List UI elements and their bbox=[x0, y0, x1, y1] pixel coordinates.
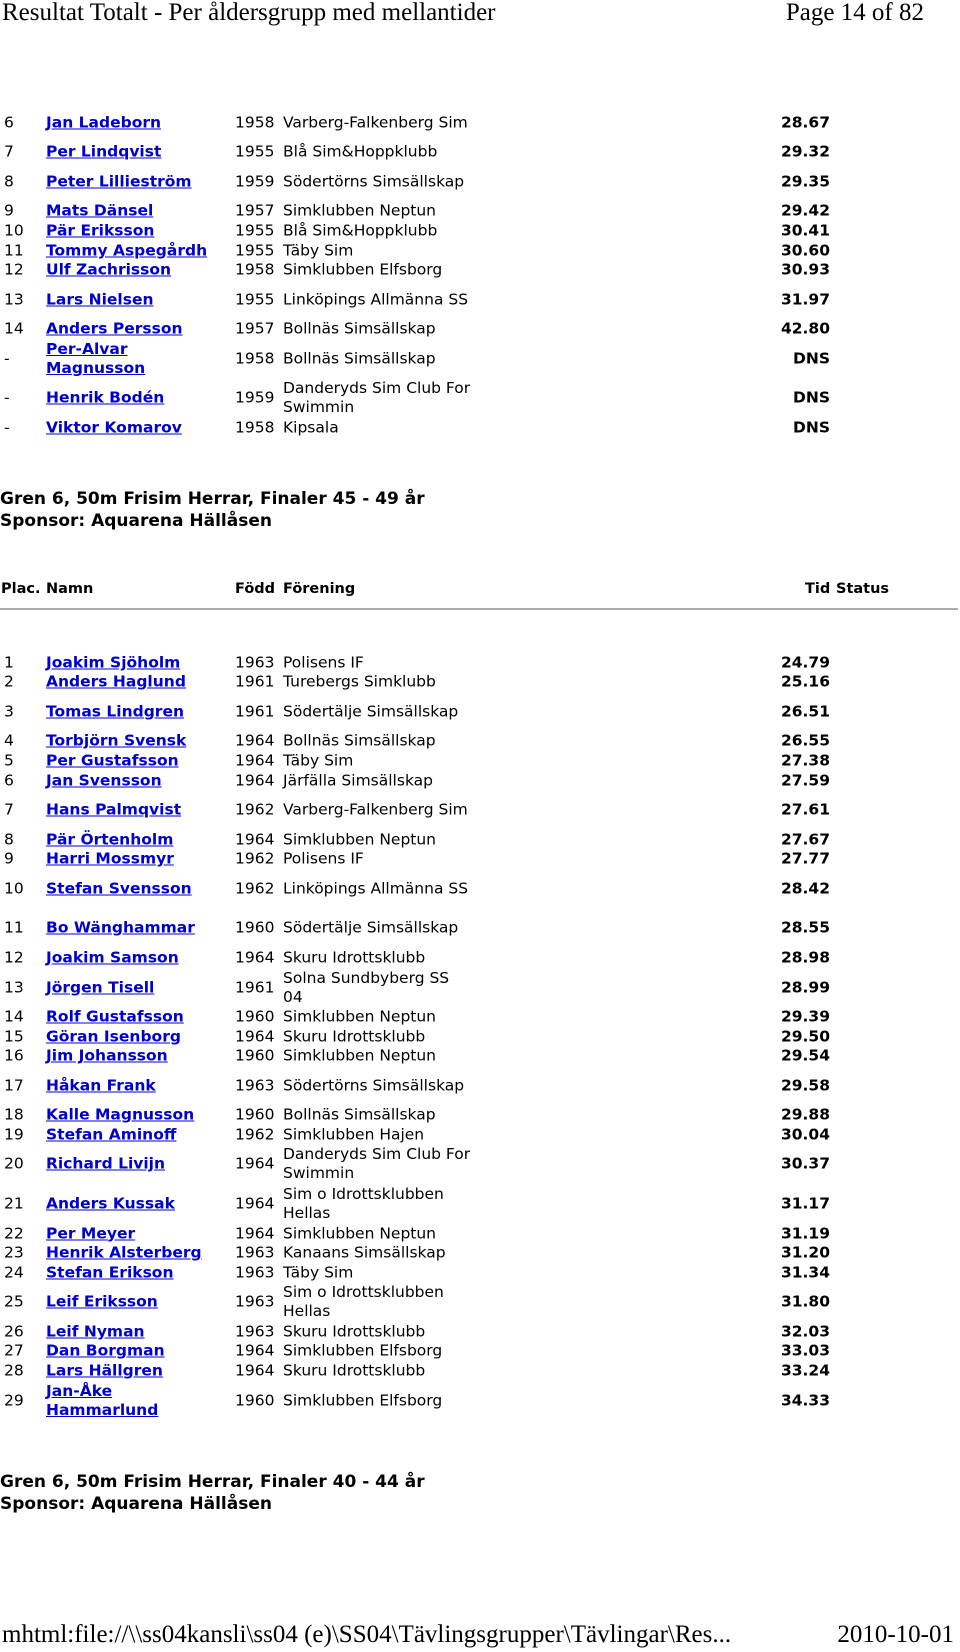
swimmer-name-link[interactable]: Leif Nyman bbox=[46, 1322, 145, 1341]
results-table-45-49 bbox=[0, 653, 930, 1420]
club-name: Blå Sim&Hoppklubb bbox=[283, 142, 438, 161]
result-row bbox=[0, 221, 930, 241]
placement: 19 bbox=[4, 1125, 24, 1144]
event-sponsor-2: Sponsor: Aquarena Hällåsen bbox=[0, 1494, 272, 1514]
result-time: 28.42 bbox=[780, 879, 830, 898]
birth-year: 1960 bbox=[235, 1046, 275, 1065]
placement: 9 bbox=[4, 201, 14, 220]
placement: 27 bbox=[4, 1341, 24, 1360]
header-divider bbox=[0, 608, 958, 610]
swimmer-name-link[interactable]: Stefan Aminoff bbox=[46, 1125, 177, 1144]
club-name: Linköpings Allmänna SS bbox=[283, 879, 469, 898]
event-title: Gren 6, 50m Frisim Herrar, Finaler 45 - 49 år bbox=[0, 489, 425, 509]
swimmer-name-link[interactable]: Joakim Samson bbox=[46, 948, 179, 967]
result-time: 42.80 bbox=[780, 319, 830, 338]
birth-year: 1955 bbox=[235, 142, 275, 161]
club-name: Simklubben Elfsborg bbox=[283, 260, 443, 279]
club-name: Simklubben Elfsborg bbox=[283, 1341, 443, 1360]
swimmer-name-link[interactable]: Per Meyer bbox=[46, 1224, 136, 1243]
swimmer-name-link[interactable]: Per Lindqvist bbox=[46, 142, 162, 161]
swimmer-name-link[interactable]: Jan Ladeborn bbox=[46, 113, 162, 132]
swimmer-name-link[interactable]: Leif Eriksson bbox=[46, 1292, 158, 1311]
column-header-club: Förening bbox=[283, 581, 356, 597]
birth-year: 1955 bbox=[235, 221, 275, 240]
swimmer-name-link[interactable]: Anders Persson bbox=[46, 319, 183, 338]
result-row bbox=[0, 202, 930, 222]
result-time: 32.03 bbox=[780, 1322, 830, 1341]
result-row bbox=[0, 909, 930, 949]
placement: 12 bbox=[4, 260, 24, 279]
result-time: 30.93 bbox=[780, 260, 830, 279]
birth-year: 1958 bbox=[235, 260, 275, 279]
birth-year: 1955 bbox=[235, 241, 275, 260]
swimmer-name-link[interactable]: Viktor Komarov bbox=[46, 418, 182, 437]
result-time: 33.24 bbox=[780, 1361, 830, 1380]
result-time: 31.17 bbox=[780, 1194, 830, 1213]
result-row bbox=[0, 241, 930, 261]
swimmer-name-link[interactable]: Anders Haglund bbox=[46, 672, 186, 691]
swimmer-name-link[interactable]: Ulf Zachrisson bbox=[46, 260, 172, 279]
result-row bbox=[0, 673, 930, 693]
club-name: Simklubben Neptun bbox=[283, 830, 437, 849]
swimmer-name-link[interactable]: Jan Svensson bbox=[46, 771, 162, 790]
result-row bbox=[0, 653, 930, 673]
swimmer-name-link[interactable]: Mats Dänsel bbox=[46, 201, 154, 220]
club-name: Täby Sim bbox=[283, 241, 354, 260]
result-time: 30.37 bbox=[780, 1154, 830, 1173]
club-name: Linköpings Allmänna SS bbox=[283, 290, 469, 309]
birth-year: 1963 bbox=[235, 1243, 275, 1262]
result-row bbox=[0, 1263, 930, 1283]
placement: 29 bbox=[4, 1391, 24, 1410]
birth-year: 1959 bbox=[235, 388, 275, 407]
result-row bbox=[0, 1224, 930, 1244]
club-name: Varberg-Falkenberg Sim bbox=[283, 113, 468, 132]
club-name: Polisens IF bbox=[283, 653, 364, 672]
placement: 4 bbox=[4, 731, 14, 750]
birth-year: 1964 bbox=[235, 1154, 275, 1173]
result-time: DNS bbox=[792, 349, 830, 368]
result-time: 27.67 bbox=[780, 830, 830, 849]
result-row bbox=[0, 1381, 930, 1421]
footer-path: mhtml:file://\\ss04kansli\ss04 (e)\SS04\Tävlingsgrupper\Tävlingar\Res... bbox=[2, 1621, 732, 1648]
swimmer-name-link[interactable]: Anders Kussak bbox=[46, 1194, 175, 1213]
result-time: 31.20 bbox=[780, 1243, 830, 1262]
swimmer-name-link[interactable]: Stefan Erikson bbox=[46, 1263, 174, 1282]
birth-year: 1963 bbox=[235, 1263, 275, 1282]
result-row bbox=[0, 1046, 930, 1066]
swimmer-name-link[interactable]: Lars Nielsen bbox=[46, 290, 154, 309]
swimmer-name-link[interactable]: Tomas Lindgren bbox=[46, 702, 185, 721]
result-row bbox=[0, 751, 930, 771]
club-name: Bollnäs Simsällskap bbox=[283, 319, 436, 338]
result-time: 27.77 bbox=[780, 849, 830, 868]
swimmer-name-link[interactable]: Stefan Svensson bbox=[46, 879, 192, 898]
swimmer-name-link[interactable]: Göran Isenborg bbox=[46, 1027, 181, 1046]
swimmer-name-link[interactable]: Per Gustafsson bbox=[46, 751, 179, 770]
placement: 8 bbox=[4, 830, 14, 849]
placement: 3 bbox=[4, 702, 14, 721]
placement: - bbox=[4, 349, 10, 368]
club-name: Kanaans Simsällskap bbox=[283, 1243, 446, 1262]
club-name: Skuru Idrottsklubb bbox=[283, 1361, 426, 1380]
birth-year: 1964 bbox=[235, 1194, 275, 1213]
result-time: 31.80 bbox=[780, 1292, 830, 1311]
result-time: 24.79 bbox=[780, 653, 830, 672]
result-row bbox=[0, 260, 930, 280]
result-row bbox=[0, 1007, 930, 1027]
birth-year: 1963 bbox=[235, 1076, 275, 1095]
club-name: Solna Sundbyberg SS 04 bbox=[283, 968, 450, 1006]
swimmer-name-link[interactable]: Hans Palmqvist bbox=[46, 800, 182, 819]
result-time: 30.04 bbox=[780, 1125, 830, 1144]
result-row bbox=[0, 771, 930, 791]
result-time: DNS bbox=[792, 388, 830, 407]
birth-year: 1962 bbox=[235, 879, 275, 898]
event-title-2: Gren 6, 50m Frisim Herrar, Finaler 40 - 44 år bbox=[0, 1472, 425, 1492]
swimmer-name-link[interactable]: Pär Eriksson bbox=[46, 221, 155, 240]
result-time: 29.54 bbox=[780, 1046, 830, 1065]
result-row bbox=[0, 1027, 930, 1047]
birth-year: 1964 bbox=[235, 1027, 275, 1046]
birth-year: 1961 bbox=[235, 702, 275, 721]
birth-year: 1961 bbox=[235, 978, 275, 996]
result-row bbox=[0, 968, 930, 1008]
result-time: 29.39 bbox=[780, 1007, 830, 1026]
placement: 2 bbox=[4, 672, 14, 691]
birth-year: 1964 bbox=[235, 751, 275, 770]
result-row bbox=[0, 162, 930, 202]
result-row bbox=[0, 830, 930, 850]
result-time: 27.38 bbox=[780, 751, 830, 770]
birth-year: 1963 bbox=[235, 653, 275, 672]
birth-year: 1963 bbox=[235, 1322, 275, 1341]
club-name: Simklubben Neptun bbox=[283, 1224, 437, 1243]
swimmer-name-link[interactable]: Kalle Magnusson bbox=[46, 1105, 195, 1124]
result-row bbox=[0, 143, 930, 163]
club-name: Danderyds Sim Club For Swimmin bbox=[283, 379, 471, 417]
swimmer-name-link[interactable]: Dan Borgman bbox=[46, 1341, 165, 1360]
club-name: Södertälje Simsällskap bbox=[283, 702, 459, 721]
placement: - bbox=[4, 418, 10, 437]
placement: 6 bbox=[4, 771, 14, 790]
result-row bbox=[0, 1342, 930, 1362]
swimmer-name-link[interactable]: Håkan Frank bbox=[46, 1076, 156, 1095]
placement: 23 bbox=[4, 1243, 24, 1262]
results-table-previous bbox=[0, 103, 930, 438]
column-header-status: Status bbox=[836, 581, 890, 597]
swimmer-name-link[interactable]: Rolf Gustafsson bbox=[46, 1007, 184, 1026]
result-row bbox=[0, 379, 930, 419]
result-row bbox=[0, 1361, 930, 1381]
result-time: 29.88 bbox=[780, 1105, 830, 1124]
placement: 16 bbox=[4, 1046, 24, 1065]
club-name: Kipsala bbox=[283, 418, 339, 437]
result-time: 30.41 bbox=[780, 221, 830, 240]
result-row bbox=[0, 418, 930, 438]
placement: 11 bbox=[4, 241, 24, 260]
birth-year: 1960 bbox=[235, 1007, 275, 1026]
swimmer-name-link[interactable]: Lars Hällgren bbox=[46, 1361, 163, 1380]
swimmer-name-link[interactable]: Henrik Alsterberg bbox=[46, 1243, 202, 1262]
birth-year: 1963 bbox=[235, 1292, 275, 1311]
placement: 25 bbox=[4, 1292, 24, 1311]
birth-year: 1960 bbox=[235, 1105, 275, 1124]
birth-year: 1960 bbox=[235, 1391, 275, 1410]
result-row bbox=[0, 1243, 930, 1263]
club-name: Bollnäs Simsällskap bbox=[283, 1105, 436, 1124]
result-time: 29.58 bbox=[780, 1076, 830, 1095]
club-name: Simklubben Neptun bbox=[283, 1007, 437, 1026]
club-name: Bollnäs Simsällskap bbox=[283, 731, 436, 750]
club-name: Bollnäs Simsällskap bbox=[283, 349, 436, 368]
swimmer-name-link[interactable]: Henrik Bodén bbox=[46, 388, 165, 407]
result-time: 34.33 bbox=[780, 1391, 830, 1410]
footer-date: 2010-10-01 bbox=[837, 1621, 954, 1648]
club-name: Sim o Idrottsklubben Hellas bbox=[283, 1184, 444, 1222]
result-row bbox=[0, 319, 930, 339]
result-time: 29.32 bbox=[780, 142, 830, 161]
column-header-year: Född bbox=[235, 581, 276, 597]
placement: - bbox=[4, 388, 10, 407]
placement: 18 bbox=[4, 1105, 24, 1124]
club-name: Simklubben Neptun bbox=[283, 201, 437, 220]
club-name: Simklubben Hajen bbox=[283, 1125, 425, 1144]
result-row bbox=[0, 1066, 930, 1106]
birth-year: 1964 bbox=[235, 1224, 275, 1243]
birth-year: 1959 bbox=[235, 172, 275, 191]
column-header-time: Tid bbox=[805, 581, 831, 597]
swimmer-name-link[interactable]: Harri Mossmyr bbox=[46, 849, 174, 868]
birth-year: 1958 bbox=[235, 113, 275, 132]
club-name: Skuru Idrottsklubb bbox=[283, 1027, 426, 1046]
placement: 24 bbox=[4, 1263, 24, 1282]
result-row bbox=[0, 1322, 930, 1342]
swimmer-name-link[interactable]: Joakim Sjöholm bbox=[46, 653, 181, 672]
result-time: 26.55 bbox=[780, 731, 830, 750]
swimmer-name-link[interactable]: Richard Livijn bbox=[46, 1154, 166, 1173]
placement: 20 bbox=[4, 1154, 24, 1173]
placement: 17 bbox=[4, 1076, 24, 1095]
club-name: Södertörns Simsällskap bbox=[283, 172, 465, 191]
club-name: Varberg-Falkenberg Sim bbox=[283, 800, 468, 819]
club-name: Skuru Idrottsklubb bbox=[283, 948, 426, 967]
club-name: Sim o Idrottsklubben Hellas bbox=[283, 1283, 444, 1321]
swimmer-name-link[interactable]: Pär Örtenholm bbox=[46, 830, 174, 849]
result-row bbox=[0, 692, 930, 732]
result-row bbox=[0, 790, 930, 830]
club-name: Täby Sim bbox=[283, 751, 354, 770]
result-row bbox=[0, 1283, 930, 1323]
result-row bbox=[0, 732, 930, 752]
birth-year: 1958 bbox=[235, 418, 275, 437]
result-time: 28.55 bbox=[780, 918, 830, 937]
placement: 14 bbox=[4, 319, 24, 338]
placement: 7 bbox=[4, 142, 14, 161]
club-name: Polisens IF bbox=[283, 849, 364, 868]
column-header-name: Namn bbox=[46, 581, 94, 597]
result-row bbox=[0, 103, 930, 143]
result-time: 31.34 bbox=[780, 1263, 830, 1282]
swimmer-name-link[interactable]: Jan-Åke Hammarlund bbox=[46, 1381, 159, 1419]
result-row bbox=[0, 339, 930, 379]
placement: 10 bbox=[4, 221, 24, 240]
birth-year: 1960 bbox=[235, 918, 275, 937]
result-time: 31.97 bbox=[780, 290, 830, 309]
club-name: Skuru Idrottsklubb bbox=[283, 1322, 426, 1341]
placement: 5 bbox=[4, 751, 14, 770]
placement: 8 bbox=[4, 172, 14, 191]
placement: 21 bbox=[4, 1194, 24, 1213]
page-header-title: Resultat Totalt - Per åldersgrupp med mellantider bbox=[2, 0, 496, 26]
birth-year: 1957 bbox=[235, 319, 275, 338]
placement: 7 bbox=[4, 800, 14, 819]
result-row bbox=[0, 869, 930, 909]
result-time: 29.35 bbox=[780, 172, 830, 191]
birth-year: 1962 bbox=[235, 849, 275, 868]
placement: 28 bbox=[4, 1361, 24, 1380]
placement: 12 bbox=[4, 948, 24, 967]
club-name: Södertörns Simsällskap bbox=[283, 1076, 465, 1095]
result-time: 27.59 bbox=[780, 771, 830, 790]
result-time: 28.98 bbox=[780, 948, 830, 967]
page-number: Page 14 of 82 bbox=[785, 0, 924, 26]
placement: 26 bbox=[4, 1322, 24, 1341]
swimmer-name-link[interactable]: Bo Wänghammar bbox=[46, 918, 195, 937]
placement: 10 bbox=[4, 879, 24, 898]
club-name: Blå Sim&Hoppklubb bbox=[283, 221, 438, 240]
result-time: 31.19 bbox=[780, 1224, 830, 1243]
placement: 22 bbox=[4, 1224, 24, 1243]
club-name: Simklubben Elfsborg bbox=[283, 1391, 443, 1410]
placement: 14 bbox=[4, 1007, 24, 1026]
placement: 15 bbox=[4, 1027, 24, 1046]
birth-year: 1962 bbox=[235, 800, 275, 819]
birth-year: 1964 bbox=[235, 948, 275, 967]
placement: 13 bbox=[4, 978, 24, 996]
swimmer-name-link[interactable]: Per-Alvar Magnusson bbox=[46, 339, 146, 377]
event-sponsor: Sponsor: Aquarena Hällåsen bbox=[0, 511, 272, 531]
result-time: 28.99 bbox=[780, 978, 830, 996]
result-row bbox=[0, 1184, 930, 1224]
club-name: Södertälje Simsällskap bbox=[283, 918, 459, 937]
result-time: 30.60 bbox=[780, 241, 830, 260]
birth-year: 1964 bbox=[235, 731, 275, 750]
birth-year: 1964 bbox=[235, 771, 275, 790]
result-row bbox=[0, 850, 930, 870]
birth-year: 1958 bbox=[235, 349, 275, 368]
result-time: DNS bbox=[792, 418, 830, 437]
result-time: 26.51 bbox=[780, 702, 830, 721]
birth-year: 1961 bbox=[235, 672, 275, 691]
club-name: Simklubben Neptun bbox=[283, 1046, 437, 1065]
result-time: 27.61 bbox=[780, 800, 830, 819]
result-row bbox=[0, 1145, 930, 1185]
club-name: Turebergs Simklubb bbox=[283, 672, 436, 691]
result-time: 28.67 bbox=[780, 113, 830, 132]
birth-year: 1962 bbox=[235, 1125, 275, 1144]
club-name: Danderyds Sim Club For Swimmin bbox=[283, 1145, 471, 1183]
result-row bbox=[0, 1106, 930, 1126]
column-header-plac: Plac. bbox=[1, 581, 41, 597]
birth-year: 1964 bbox=[235, 1361, 275, 1380]
swimmer-name-link[interactable]: Jim Johansson bbox=[46, 1046, 168, 1065]
result-time: 33.03 bbox=[780, 1341, 830, 1360]
result-row bbox=[0, 948, 930, 968]
result-time: 29.50 bbox=[780, 1027, 830, 1046]
birth-year: 1964 bbox=[235, 830, 275, 849]
swimmer-name-link[interactable]: Jörgen Tisell bbox=[46, 978, 155, 996]
swimmer-name-link[interactable]: Peter Lillieström bbox=[46, 172, 192, 191]
swimmer-name-link[interactable]: Tommy Aspegårdh bbox=[46, 241, 208, 260]
birth-year: 1955 bbox=[235, 290, 275, 309]
placement: 6 bbox=[4, 113, 14, 132]
placement: 11 bbox=[4, 918, 24, 937]
placement: 9 bbox=[4, 849, 14, 868]
placement: 13 bbox=[4, 290, 24, 309]
club-name: Järfälla Simsällskap bbox=[283, 771, 433, 790]
placement: 1 bbox=[4, 653, 14, 672]
result-time: 25.16 bbox=[780, 672, 830, 691]
birth-year: 1964 bbox=[235, 1341, 275, 1360]
result-row bbox=[0, 1125, 930, 1145]
club-name: Täby Sim bbox=[283, 1263, 354, 1282]
swimmer-name-link[interactable]: Torbjörn Svensk bbox=[46, 731, 187, 750]
birth-year: 1957 bbox=[235, 201, 275, 220]
result-row bbox=[0, 280, 930, 320]
result-time: 29.42 bbox=[780, 201, 830, 220]
